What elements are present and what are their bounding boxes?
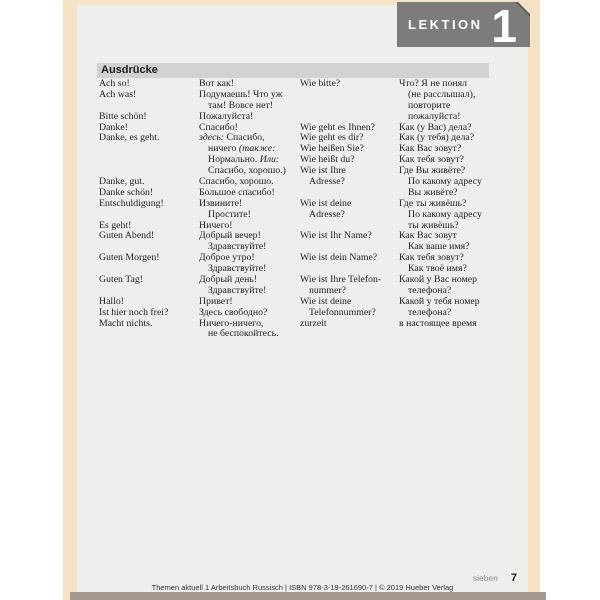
phrase-line: Вы живёте? [408, 186, 458, 198]
column-russian-right [399, 79, 482, 329]
phrase-line: не беспокойтесь. [208, 328, 279, 340]
phrase-line: Привет! [199, 295, 233, 307]
phrase-line: Спасибо, хорошо. [199, 176, 274, 188]
phrase-line: Ach so! [99, 78, 130, 89]
phrase-line: По какому адресу [408, 208, 482, 220]
phrase-line: Где Вы живёте? [399, 165, 466, 177]
phrase-line: Wie ist Ihr Name? [300, 230, 372, 242]
phrase-line: здесь: Спасибо, [199, 132, 265, 144]
phrase-line: Guten Morgen! [99, 252, 160, 264]
phrase-line: Danke schön! [99, 186, 154, 198]
phrase-line: Вот как! [199, 78, 235, 89]
phrase-line: в настоящее время [399, 317, 477, 329]
phrase-line: Как Вас зовут [399, 230, 457, 242]
phrase-line: Wie ist Ihre Telefon- [300, 274, 382, 286]
phrase-line: Как тебя зовут? [399, 154, 464, 166]
phrase-line: ты живёшь? [408, 219, 459, 231]
phrase-line: Ничего! [199, 219, 233, 231]
page-number: 7 [510, 572, 517, 584]
phrase-line: Wie ist dein Name? [300, 252, 378, 264]
phrase-line: телефона? [408, 284, 452, 296]
phrase-line: Здравствуйте! [208, 263, 267, 275]
phrase-line: Как ваше имя? [408, 241, 470, 253]
phrase-line: Где ты живёшь? [399, 197, 467, 209]
page-word: sieben [472, 573, 498, 583]
column-russian-left [199, 79, 286, 340]
phrase-line: Macht nichts. [99, 317, 153, 329]
section-title: Ausdrücke [101, 64, 158, 76]
phrase-line: Danke, gut. [99, 176, 145, 188]
phrase-line: Ach was! [99, 88, 137, 100]
column-german-left [99, 79, 168, 329]
phrase-line: Здравствуйте! [208, 241, 267, 253]
phrase-line: Как тебя зовут? [399, 252, 464, 264]
footer-credit: Themen aktuell 1 Arbeitsbuch Russisch | ISBN 978-3-19-261690-7 | © 2019 Hueber Verlag [151, 583, 454, 592]
phrase-line: Большое спасибо! [199, 186, 275, 198]
lektion-label: LEKTION [408, 17, 483, 32]
phrase-line: Какой у Вас номер [399, 274, 478, 286]
phrase-line: Guten Abend! [99, 230, 155, 242]
phrase-line: Извините! [199, 197, 243, 209]
phrase-line: Как Вас зовут? [399, 143, 462, 155]
phrase-line: пожалуйста! [408, 110, 461, 122]
phrase-line: (не расслышал), [408, 88, 476, 100]
column-german-right [300, 79, 381, 329]
phrase-line: Danke, es geht. [99, 132, 160, 144]
phrase-line: zurzeit [300, 317, 327, 329]
page-bottom-shadow [70, 592, 546, 600]
phrase-line: Что? Я не понял [399, 78, 468, 89]
scanned-book-page [63, 0, 540, 600]
phrase-line: Wie ist Ihre [300, 165, 346, 177]
phrase-line: Wie ist deine [300, 197, 352, 209]
phrase-line: Guten Tag! [99, 274, 144, 286]
phrase-line: Adresse? [309, 208, 345, 220]
phrase-line: Bitte schön! [99, 110, 147, 122]
phrase-line: Danke! [99, 121, 128, 133]
phrase-line [99, 144, 168, 155]
phrase-line: Ничего-ничего, [199, 317, 264, 329]
phrase-line: Wie ist deine [300, 295, 352, 307]
phrase-line: Спасибо! [199, 121, 238, 133]
lektion-badge [397, 0, 530, 52]
book-page [77, 0, 528, 592]
phrase-line: Wie bitte? [300, 78, 341, 89]
phrase-line: Здравствуйте! [208, 284, 267, 296]
lektion-number: 1 [491, 0, 517, 52]
phrase-line: Telefonnummer? [309, 306, 376, 318]
phrase-line: Подумаешь! Что уж [199, 88, 283, 100]
phrase-line: Пожалуйста! [199, 110, 254, 122]
phrase-line: Entschuldigung! [99, 197, 164, 209]
phrase-line: По какому адресу [408, 176, 482, 188]
phrase-line: Wie heißen Sie? [300, 143, 364, 155]
page-corner [518, 2, 530, 14]
phrase-line: Wie heißt du? [300, 154, 355, 166]
phrase-line: Здесь свободно? [199, 306, 268, 318]
phrase-line: Wie geht es Ihnen? [300, 121, 375, 133]
phrase-line: Доброе утро! [199, 252, 255, 264]
phrase-line: Hallo! [99, 295, 125, 307]
phrase-line: там! Вовсе нет! [208, 99, 274, 111]
phrase-line: Простите! [208, 208, 251, 220]
phrase-line: nummer? [309, 284, 346, 296]
phrase-line: повторите [408, 99, 451, 111]
phrase-line: Как (у тебя) дела? [399, 132, 475, 144]
phrase-line: Добрый день! [199, 274, 258, 286]
phrase-line: Es geht! [99, 219, 132, 231]
phrase-line: Какой у тебя номер [399, 295, 480, 307]
phrase-line: Adresse? [309, 176, 345, 188]
phrase-line: ничего (также: [208, 143, 276, 155]
phrase-line: Ist hier noch frei? [99, 306, 169, 318]
phrase-line [300, 101, 381, 112]
phrase-line: Wie geht es dir? [300, 132, 364, 144]
phrase-line: Как (у Вас) дела? [399, 121, 472, 133]
phrase-line: Как твоё имя? [408, 263, 467, 275]
phrase-line: Нормально. Или: [208, 154, 280, 166]
phrase-line [99, 155, 168, 166]
section-header-bar [97, 63, 489, 78]
phrase-line [300, 90, 381, 101]
phrase-line: Спасибо, хорошо.) [208, 165, 286, 177]
phrase-line: телефона? [408, 306, 452, 318]
phrase-line: Добрый вечер! [199, 230, 261, 242]
